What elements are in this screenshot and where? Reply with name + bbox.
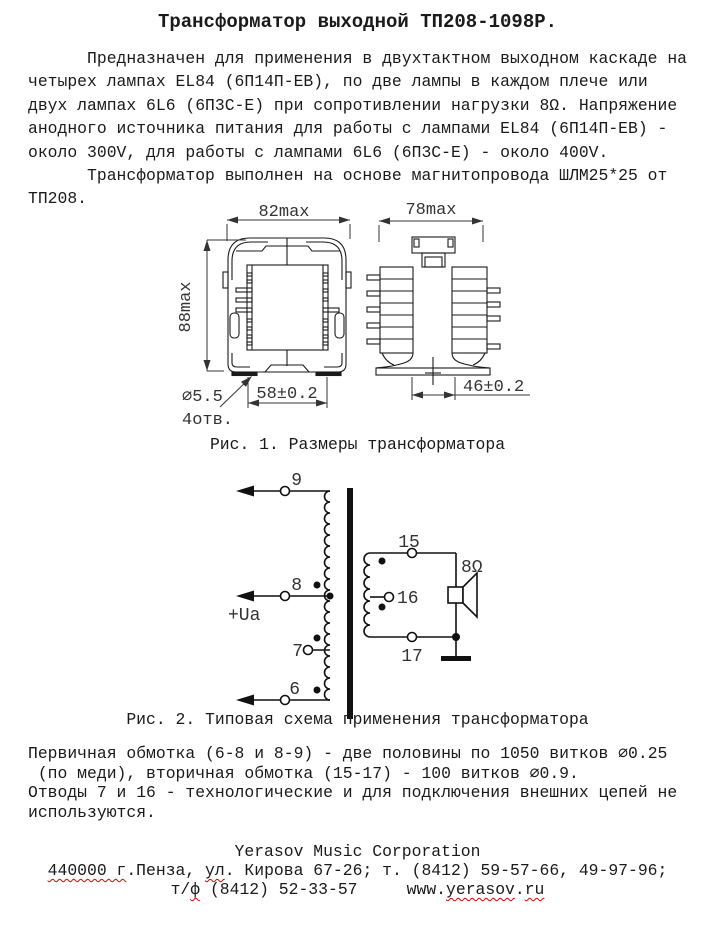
intro-line: около 300V, для работы с лампами 6L6 (6П3С-Е) - около 400V. — [28, 142, 609, 162]
ground-symbol — [441, 656, 471, 661]
figure-1-dimension-drawing — [170, 195, 570, 435]
phone-part-misspelled: ф — [190, 880, 201, 899]
address-part: . Кирова 67-26; т. (8412) 59-57-66, 49-97-96; — [224, 861, 668, 880]
address-part-misspelled: 440000 г — [47, 861, 127, 880]
primary-tap-7-label: 7 — [292, 642, 303, 662]
address-part-misspelled: ул — [205, 861, 225, 880]
website-url-part: . — [514, 880, 525, 899]
website-url-part: yerasov — [446, 880, 515, 899]
polarity-dots — [314, 558, 461, 694]
company-address — [0, 861, 715, 880]
primary-tap-8-label: 8 — [291, 576, 302, 596]
figure-2-caption: Рис. 2. Типовая схема применения трансформатора — [126, 710, 589, 729]
figure-2-schematic — [220, 468, 500, 720]
notes-line: (по меди), вторичная обмотка (15-17) - 100 витков ∅0.9. — [28, 763, 579, 783]
side-view — [367, 237, 500, 385]
address-part: .Пенза, — [126, 861, 206, 880]
notes-line: используются. — [28, 802, 156, 822]
front-view — [223, 238, 351, 376]
secondary-tap-15-label: 15 — [398, 533, 420, 553]
intro-line: Предназначен для применения в двухтактном выходном каскаде на — [28, 49, 688, 68]
intro-line: четырех лампах EL84 (6П14П-ЕВ), по две лампы в каждом плече или — [28, 72, 648, 92]
website-url-part: ru — [524, 880, 545, 899]
transformer-core — [347, 488, 353, 719]
hole-count-label: 4отв. — [182, 411, 234, 430]
lead-arrows — [236, 486, 254, 706]
secondary-tap-16-label: 16 — [397, 589, 419, 609]
intro-line: двух лампах 6L6 (6П3С-Е) при сопротивлении нагрузки 8Ω. Напряжение — [28, 95, 678, 115]
speaker-icon — [448, 573, 477, 617]
figure-1-caption: Рис. 1. Размеры трансформатора — [209, 435, 506, 454]
side-pitch-dim-label: 46±0.2 — [463, 378, 525, 397]
secondary-tap-17-label: 17 — [401, 647, 423, 667]
winding-notes — [28, 744, 677, 822]
page-title: Трансформатор выходной ТП208-1098Р. — [157, 11, 558, 33]
hole-pitch-dim-label: 58±0.2 — [256, 385, 318, 404]
anode-voltage-label: +Ua — [228, 606, 261, 626]
primary-tap-6-label: 6 — [289, 680, 300, 700]
notes-line: Первичная обмотка (6-8 и 8-9) - две половины по 1050 витков ∅0.25 — [28, 744, 668, 763]
front-height-dim-label: 88max — [177, 281, 196, 333]
notes-line: Отводы 7 и 16 - технологические и для подключения внешних цепей не — [28, 783, 678, 803]
company-phone-and-site — [0, 880, 715, 899]
side-width-dim-label: 78max — [405, 201, 457, 220]
phone-part: т/ — [170, 880, 191, 899]
intro-line: анодного источника питания для работы с лампами EL84 (6П14П-ЕВ) - — [28, 119, 668, 139]
intro-line: ТП208. — [28, 189, 88, 209]
company-name: Yerasov Music Corporation — [234, 842, 481, 861]
intro-line: Трансформатор выполнен на основе магнитопровода ШЛМ25*25 от — [28, 165, 668, 185]
load-impedance-label: 8Ω — [461, 558, 483, 578]
intro-paragraph — [28, 47, 687, 211]
phone-part: (8412) 52-33-57 www. — [200, 880, 447, 899]
primary-tap-9-label: 9 — [291, 471, 302, 491]
front-width-dim-label: 82max — [258, 203, 310, 222]
hole-diameter-label: ∅5.5 — [182, 388, 223, 407]
